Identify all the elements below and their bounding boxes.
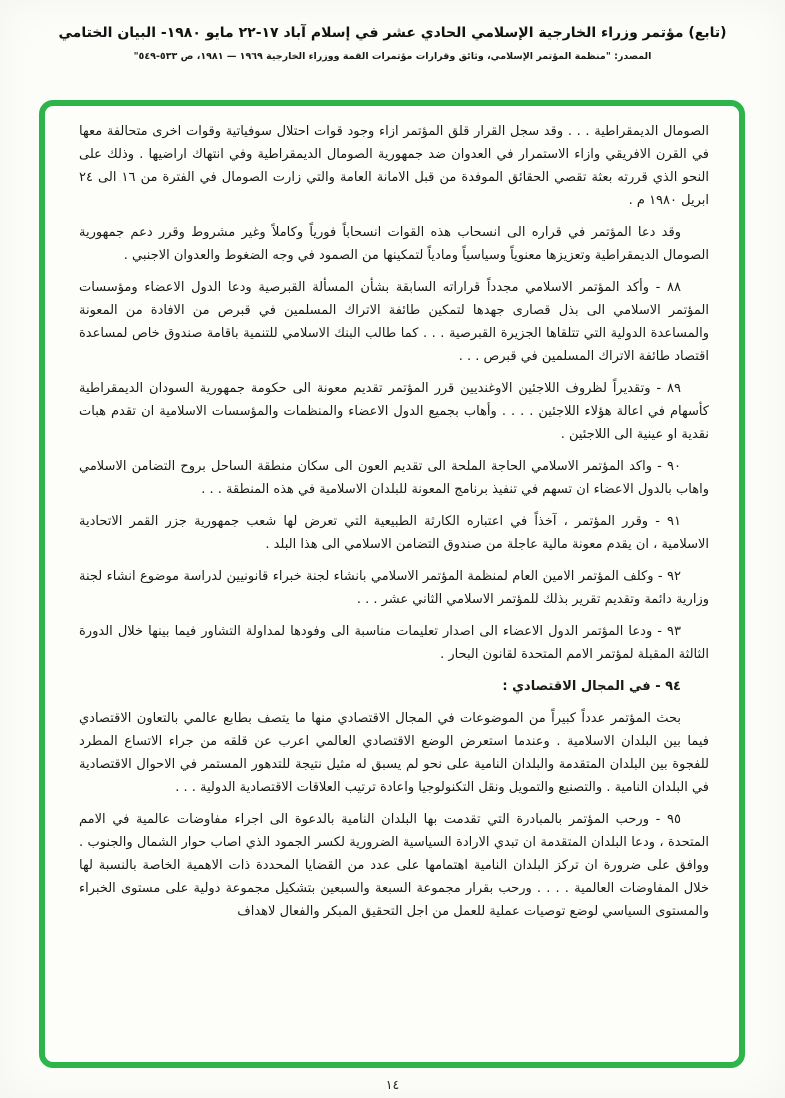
body-paragraph-item-90: ٩٠ - واكد المؤتمر الاسلامي الحاجة الملحة الى تقديم العون الى سكان منطقة الساحل بروح التضامن الاسلامي واهاب بالدول الاعضاء ان تسهم في تنفيذ برنامج المعونة للبلدان الاسلامية في هذه المنطقة . . . xyxy=(79,459,709,497)
body-paragraph: الصومال الديمقراطية . . . وقد سجل القرار قلق المؤتمر ازاء وجود قوات احتلال سوفياتية وقوات اخرى متحالفة معها في القرن الافريقي وازاء الاستمرار في العدوان ضد جمهورية الصومال الديمقراطية وفي انتهاك اراضيها . وذلك على النحو الذي قررته بعثة تقصي الحقائق الموفدة من قبل الامانة العامة والتي زارت الصومال في الفترة من ١٦ الى ٢٤ ابريل ١٩٨٠ م . xyxy=(79,124,709,208)
body-paragraph-item-89: ٨٩ - وتقديراً لظروف اللاجئين الاوغنديين قرر المؤتمر تقديم معونة الى حكومة جمهورية السودان الديمقراطية كأسهام في اعالة هؤلاء اللاجئين . . . . وأهاب بجميع الدول الاعضاء والمنظمات والمؤسسات الاسلامية ان تقدم هبات نقدية او عينية الى اللاجئين . xyxy=(79,381,709,442)
green-highlight-frame xyxy=(39,100,745,1068)
body-paragraph-item-91: ٩١ - وقرر المؤتمر ، آخذاً في اعتباره الكارثة الطبيعية التي تعرض لها شعب جمهورية جزر القمر الاتحادية الاسلامية ، ان يقدم معونة مالية عاجلة من صندوق التضامن الاسلامي الى هذا البلد . xyxy=(79,514,709,552)
section-heading-economic: ٩٤ - في المجال الاقتصادي : xyxy=(502,679,681,694)
body-paragraph-item-95: ٩٥ - ورحب المؤتمر بالمبادرة التي تقدمت بها البلدان النامية بالدعوة الى اجراء مفاوضات عالمية في الامم المتحدة ، ودعا البلدان المتقدمة ان تبدي الارادة السياسية الضرورية لكسر الجمود الذي اصاب حوار الشمال والجنوب . ووافق على ضرورة ان تركز البلدان النامية اهتمامها على عدد من القضايا المحددة ذات الاهمية الخاصة بالنسبة لها خلال المفاوضات العالمية . . . . ورحب بقرار مجموعة السبعة والسبعين بتشكيل مجموعة دولية على مستوى الخبراء والمستوى السياسي لوضع توصيات عملية للعمل من اجل التحقيق المبكر والفعال لاهداف xyxy=(79,812,709,919)
body-paragraph-item-92: ٩٢ - وكلف المؤتمر الامين العام لمنظمة المؤتمر الاسلامي بانشاء لجنة خبراء قانونيين لدراسة موضوع انشاء لجنة وزارية دائمة وتقديم تقرير بذلك للمؤتمر الاسلامي الثاني عشر . . . xyxy=(79,569,709,607)
body-paragraph-item-88: ٨٨ - وأكد المؤتمر الاسلامي مجدداً قراراته السابقة بشأن المسألة القبرصية ودعا الدول الاعضاء ومؤسسات المؤتمر الاسلامي الى بذل قصارى جهدها لتمكين طائفة الاتراك المسلمين في قبرص من الافادة من المعونة والمساعدة الدولية التي تتلقاها الجزيرة القبرصية . . . كما طالب البنك الاسلامي للتنمية باقامة صندوق خاص لمساعدة اقتصاد طائفة الاتراك المسلمين في قبرص . . . xyxy=(79,280,709,364)
page-number: ١٤ xyxy=(385,1077,400,1092)
document-body xyxy=(79,120,709,1052)
body-paragraph: وقد دعا المؤتمر في قراره الى انسحاب هذه القوات انسحاباً فورياً وكاملاً وغير مشروط وقرر دعم جمهورية الصومال الديمقراطية وتعزيزها معنوياً وسياسياً ومادياً لتمكينها من الصمود في وجه الضغوط والعدوان الاجنبي . xyxy=(79,225,709,263)
document-title: (تابع) مؤتمر وزراء الخارجية الإسلامي الحادي عشر في إسلام آباد ١٧-٢٢ مايو ١٩٨٠- البيان الختامي xyxy=(58,25,727,41)
document-header xyxy=(55,24,730,62)
document-source-line: المصدر: "منظمة المؤتمر الإسلامي، وثائق وقرارات مؤتمرات القمة ووزراء الخارجية ١٩٦٩ — ١٩٨١، ص ٥٣٣-٥٤٩" xyxy=(133,50,652,62)
body-paragraph-item-93: ٩٣ - ودعا المؤتمر الدول الاعضاء الى اصدار تعليمات مناسبة الى وفودها لمداولة التشاور فيما بينها خلال الدورة الثالثة المقبلة لمؤتمر الامم المتحدة لقانون البحار . xyxy=(79,624,709,662)
body-paragraph: بحث المؤتمر عدداً كبيراً من الموضوعات في المجال الاقتصادي منها ما يتصف بطابع عالمي بالتعاون الاقتصادي فيما بين البلدان الاسلامية . وعندما استعرض الوضع الاقتصادي العالمي اعرب عن قلقه من جراء الاتساع المطرد للفجوة بين البلدان المتقدمة والبلدان النامية على نحو لم يسبق له مثيل نتيجة للتدهور المستمر في الاحوال الاقتصادية في البلدان النامية . والتصنيع والتمويل ونقل التكنولوجيا واعادة ترتيب العلاقات الاقتصادية الدولية . . . xyxy=(79,711,709,795)
